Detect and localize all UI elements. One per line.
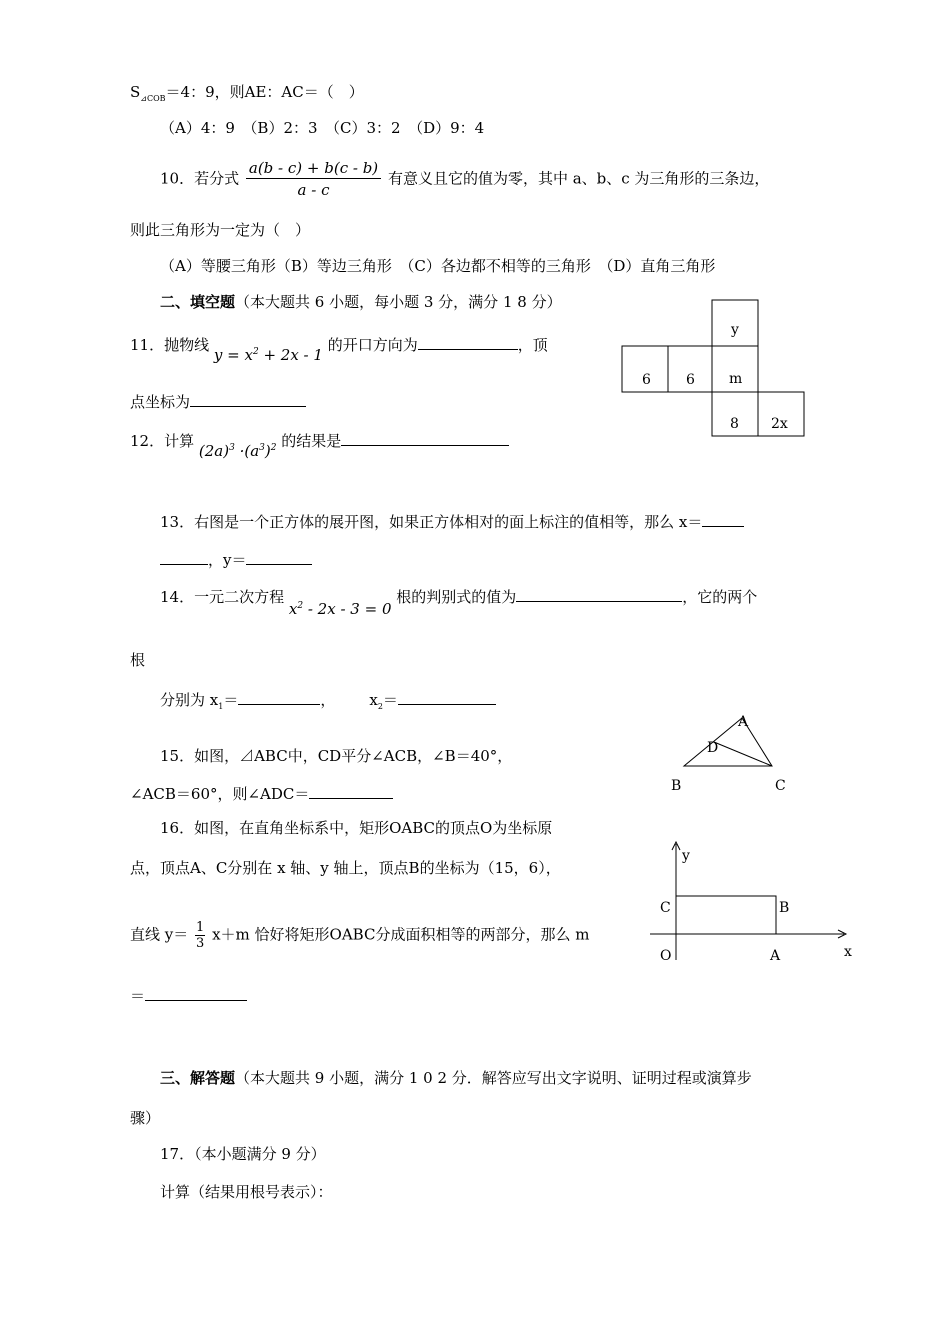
q13-line2: ，y＝ [160,548,312,570]
q15-line1: 15．如图，⊿ABC中，CD平分∠ACB，∠B＝40°， [160,747,513,765]
q14-line3: 分别为 $x_1=$ ， $x_2=$ [160,688,496,717]
cube-label-6a: 6 [642,372,651,388]
q14-formula: $x^2 - 2x - 3 = 0$ [288,600,392,618]
cube-label-y: y [731,322,739,338]
q12-formula: $(2a)^3 \cdot(a^3)^2$ [198,442,277,460]
q16-blank[interactable] [145,984,247,1001]
label-x: x [844,944,852,960]
segment-cd [714,742,772,766]
q15-blank[interactable] [309,782,393,799]
label-a: A [770,948,781,964]
q13-line: 13．右图是一个正方体的展开图，如果正方体相对的面上标注的值相等，那么 x＝ [160,510,744,532]
q11-blank-direction[interactable] [418,333,518,350]
coordinate-figure [644,838,866,968]
q10-line: 10．若分式 $\frac{a(b - c) + b(c - b)}{a - c}$ 有意义且它的值为零，其中 a、b、c 为三角形的三条边， [160,159,770,199]
q10-continuation: 则此三角形为一定为（ ） [130,221,311,239]
label-c: C [660,900,671,916]
q12-line: 12．计算 $(2a)^3 \cdot(a^3)^2$ 的结果是 [130,428,509,451]
q13-blank-x-cont[interactable] [160,548,208,565]
q14-blank-x1[interactable] [238,688,320,705]
q12-blank[interactable] [341,429,509,446]
q16-line4: ＝ [130,984,247,1006]
q16-fraction: $\frac{1}{3}$ [196,920,205,951]
q9-options: （A）4：9 （B）2：3 （C）3：2 （D）9：4 [160,119,485,137]
label-y: y [682,848,690,864]
cube-label-8: 8 [730,416,739,432]
q14-line2: 根 [130,651,146,669]
triangle-figure [664,710,804,800]
q16-line3: 直线 y＝ $\frac{1}{3}$ x＋m 恰好将矩形OABC分成面积相等的两部分，那么 m [130,920,590,951]
q16-line1: 16．如图，在直角坐标系中，矩形OABC的顶点O为坐标原 [160,819,553,837]
cube-net-figure [618,298,808,438]
label-a: A [738,714,749,730]
q14-blank-discriminant[interactable] [516,585,682,602]
cube-label-2x: 2x [771,416,788,432]
q17-header: 17．（本小题满分 9 分） [160,1145,326,1163]
q17-instruction: 计算（结果用根号表示）： [160,1183,333,1201]
q13-blank-x[interactable] [702,510,744,527]
q11-formula: $y = x^2 + 2x - 1$ [213,346,323,364]
label-d: D [707,740,719,756]
section3-heading: 三、解答题（本大题共 9 小题，满分 1 0 2 分．解答应写出文字说明、证明过程或演算步 [160,1069,752,1087]
q10-fraction: $\frac{a(b - c) + b(c - b)}{a - c}$ [246,158,381,201]
label-o: O [660,948,672,964]
triangle-abc [684,718,772,766]
cube-label-m: m [729,371,743,387]
q11-blank-vertex[interactable] [190,390,306,407]
q10-options: （A）等腰三角形（B）等边三角形 （C）各边都不相等的三角形 （D）直角三角形 [160,257,716,275]
q13-blank-y[interactable] [246,548,312,565]
cube-label-6b: 6 [686,372,695,388]
q15-line2: ∠ACB＝60°，则∠ADC＝ [130,782,393,804]
label-b: B [671,778,682,794]
section2-heading: 二、填空题（本大题共 6 小题，每小题 3 分，满分 1 8 分） [160,293,562,311]
q14-line: 14．一元二次方程 $x^2 - 2x - 3 = 0$ 根的判别式的值为 ，它的两个 [160,584,757,607]
section3-heading-cont: 骤） [130,1109,161,1127]
label-c: C [775,778,786,794]
rectangle-oabc [676,896,776,934]
label-b: B [779,900,790,916]
q16-line2: 点，顶点A、C分别在 x 轴、y 轴上，顶点B的坐标为（15，6）， [130,859,561,877]
q11-line: 11．抛物线 $y = x^2 + 2x - 1$ 的开口方向为 ，顶 [130,332,548,355]
q9-premise: $S_{⊿COB}=4$：9，则AE：AC＝（ ） [130,83,364,103]
q11-line2: 点坐标为 [130,390,306,412]
q14-blank-x2[interactable] [398,688,496,705]
